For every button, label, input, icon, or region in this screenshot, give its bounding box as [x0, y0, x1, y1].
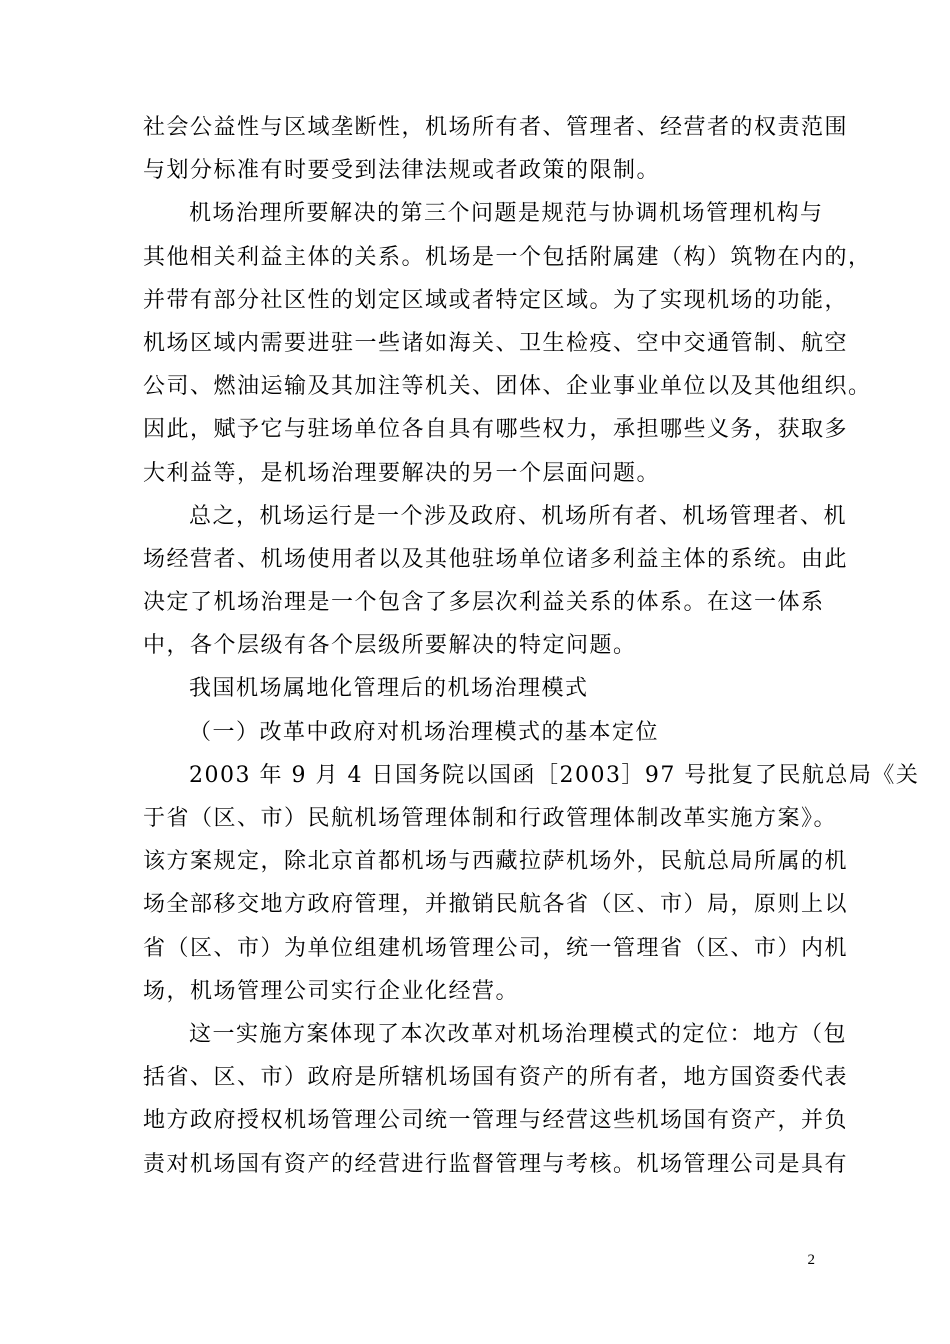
text-line: 机场区域内需要进驻一些诸如海关、卫生检疫、空中交通管制、航空	[143, 330, 849, 356]
text-line: 场全部移交地方政府管理，并撤销民航各省（区、市）局，原则上以	[143, 892, 849, 918]
text-line: 地方政府授权机场管理公司统一管理与经营这些机场国有资产，并负	[143, 1108, 849, 1134]
text-line: 并带有部分社区性的划定区域或者特定区域。为了实现机场的功能，	[143, 287, 849, 313]
text-line: 场经营者、机场使用者以及其他驻场单位诸多利益主体的系统。由此	[143, 546, 849, 572]
text-line: 机场治理所要解决的第三个问题是规范与协调机场管理机构与	[189, 201, 824, 227]
text-line: 社会公益性与区域垄断性，机场所有者、管理者、经营者的权责范围	[143, 115, 849, 140]
text-line: 公司、燃油运输及其加注等机关、团体、企业事业单位以及其他组织。	[143, 374, 872, 400]
page-number: 2	[807, 1252, 815, 1268]
text-line: 因此，赋予它与驻场单位各自具有哪些权力，承担哪些义务，获取多	[143, 417, 849, 443]
text-line: 括省、区、市）政府是所辖机场国有资产的所有者，地方国资委代表	[143, 1065, 849, 1091]
text-line: 省（区、市）为单位组建机场管理公司，统一管理省（区、市）内机	[143, 935, 849, 961]
text-line: 与划分标准有时要受到法律法规或者政策的限制。	[143, 158, 661, 184]
text-line: 场，机场管理公司实行企业化经营。	[143, 978, 520, 1004]
text-line: 中，各个层级有各个层级所要解决的特定问题。	[143, 633, 637, 659]
text-line: 于省（区、市）民航机场管理体制和行政管理体制改革实施方案》。	[143, 806, 838, 831]
text-line: 总之，机场运行是一个涉及政府、机场所有者、机场管理者、机	[189, 503, 848, 529]
text-line: 2003 年 9 月 4 日国务院以国函［2003］97 号批复了民航总局《关	[189, 762, 920, 788]
text-line: 其他相关利益主体的关系。机场是一个包括附属建（构）筑物在内的，	[143, 244, 872, 270]
text-line: 这一实施方案体现了本次改革对机场治理模式的定位：地方（包	[189, 1021, 848, 1047]
text-line: 责对机场国有资产的经营进行监督管理与考核。机场管理公司是具有	[143, 1151, 849, 1177]
body-text	[143, 106, 920, 1186]
text-line: 决定了机场治理是一个包含了多层次利益关系的体系。在这一体系	[143, 590, 825, 616]
subsection-heading: （一）改革中政府对机场治理模式的基本定位	[189, 719, 660, 745]
text-line: 该方案规定，除北京首都机场与西藏拉萨机场外，民航总局所属的机	[143, 849, 849, 875]
text-line: 大利益等，是机场治理要解决的另一个层面问题。	[143, 460, 661, 486]
section-heading: 我国机场属地化管理后的机场治理模式	[189, 676, 589, 702]
